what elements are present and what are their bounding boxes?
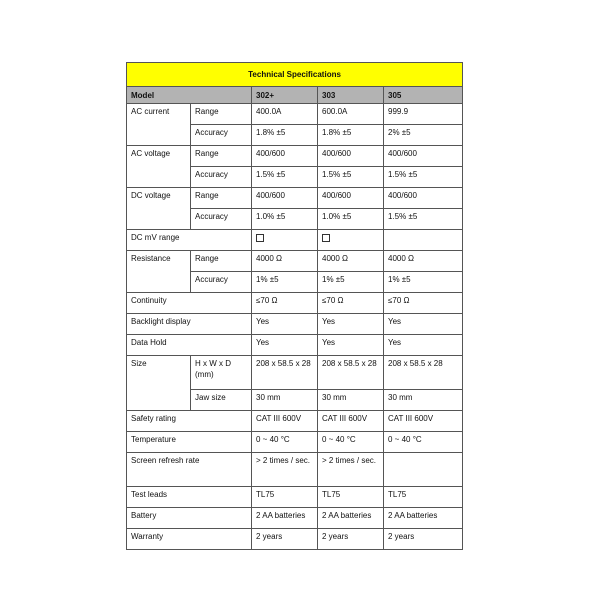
cell-305: 2% ±5 — [384, 125, 463, 146]
row-sublabel: Accuracy — [191, 167, 252, 188]
cell-302: CAT III 600V — [252, 411, 318, 432]
cell-305: 2 AA batteries — [384, 508, 463, 529]
row-sublabel: Range — [191, 251, 252, 272]
cell-305: ≤70 Ω — [384, 293, 463, 314]
row-label: Battery — [127, 508, 252, 529]
cell-302: Yes — [252, 314, 318, 335]
row-sublabel: Range — [191, 104, 252, 125]
table-title: Technical Specifications — [127, 63, 463, 87]
table-row — [127, 293, 463, 314]
cell-305: TL75 — [384, 487, 463, 508]
cell-305: 1% ±5 — [384, 272, 463, 293]
cell-305: 999.9 — [384, 104, 463, 125]
cell-303: TL75 — [318, 487, 384, 508]
cell-302: 4000 Ω — [252, 251, 318, 272]
row-sublabel: H x W x D (mm) — [191, 356, 252, 390]
cell-303: ≤70 Ω — [318, 293, 384, 314]
cell-303: > 2 times / sec. — [318, 453, 384, 487]
table-row — [127, 529, 463, 550]
cell-305 — [384, 230, 463, 251]
table-row — [127, 314, 463, 335]
table-row — [127, 411, 463, 432]
cell-305: 208 x 58.5 x 28 — [384, 356, 463, 390]
cell-302: 400.0A — [252, 104, 318, 125]
cell-303: 600.0A — [318, 104, 384, 125]
title-row — [127, 63, 463, 87]
row-label: DC voltage — [127, 188, 191, 230]
header-model-303: 303 — [318, 87, 384, 104]
cell-305: 400/600 — [384, 146, 463, 167]
table-row — [127, 508, 463, 529]
row-label: Size — [127, 356, 191, 411]
row-sublabel: Range — [191, 188, 252, 209]
table-row — [127, 251, 463, 272]
row-label: DC mV range — [127, 230, 252, 251]
table-row — [127, 356, 463, 390]
row-sublabel: Jaw size — [191, 390, 252, 411]
cell-305: Yes — [384, 314, 463, 335]
row-sublabel: Range — [191, 146, 252, 167]
cell-302: 0 ~ 40 °C — [252, 432, 318, 453]
cell-303: 1.5% ±5 — [318, 167, 384, 188]
cell-305: 0 ~ 40 °C — [384, 432, 463, 453]
cell-303 — [318, 230, 384, 251]
cell-303: 400/600 — [318, 146, 384, 167]
cell-303: 1.8% ±5 — [318, 125, 384, 146]
table-row — [127, 432, 463, 453]
cell-303: 2 AA batteries — [318, 508, 384, 529]
row-label: Data Hold — [127, 335, 252, 356]
cell-302: 208 x 58.5 x 28 — [252, 356, 318, 390]
row-label: Continuity — [127, 293, 252, 314]
cell-303: CAT III 600V — [318, 411, 384, 432]
table-row — [127, 104, 463, 125]
cell-305: 400/600 — [384, 188, 463, 209]
cell-305: 30 mm — [384, 390, 463, 411]
cell-302: ≤70 Ω — [252, 293, 318, 314]
header-model-305: 305 — [384, 87, 463, 104]
cell-302: 1.8% ±5 — [252, 125, 318, 146]
checkbox-icon — [256, 234, 264, 242]
cell-302: > 2 times / sec. — [252, 453, 318, 487]
row-label: AC current — [127, 104, 191, 146]
cell-302: 400/600 — [252, 188, 318, 209]
cell-303: 4000 Ω — [318, 251, 384, 272]
row-label: Test leads — [127, 487, 252, 508]
cell-302 — [252, 230, 318, 251]
table-row — [127, 188, 463, 209]
row-label: Resistance — [127, 251, 191, 293]
cell-303: 400/600 — [318, 188, 384, 209]
cell-303: 208 x 58.5 x 28 — [318, 356, 384, 390]
row-sublabel: Accuracy — [191, 209, 252, 230]
table-row — [127, 335, 463, 356]
cell-302: 30 mm — [252, 390, 318, 411]
cell-303: 1% ±5 — [318, 272, 384, 293]
row-label: Warranty — [127, 529, 252, 550]
row-sublabel: Accuracy — [191, 272, 252, 293]
cell-305: 1.5% ±5 — [384, 167, 463, 188]
cell-302: 1% ±5 — [252, 272, 318, 293]
cell-305: CAT III 600V — [384, 411, 463, 432]
row-label: Temperature — [127, 432, 252, 453]
row-label: Backlight display — [127, 314, 252, 335]
cell-305: 4000 Ω — [384, 251, 463, 272]
cell-302: Yes — [252, 335, 318, 356]
row-label: AC voltage — [127, 146, 191, 188]
table-row — [127, 487, 463, 508]
checkbox-icon — [322, 234, 330, 242]
cell-305 — [384, 453, 463, 487]
row-label: Screen refresh rate — [127, 453, 252, 487]
header-model-302: 302+ — [252, 87, 318, 104]
specifications-table — [126, 62, 463, 550]
table-row — [127, 453, 463, 487]
table-row — [127, 146, 463, 167]
table-row — [127, 230, 463, 251]
cell-305: 2 years — [384, 529, 463, 550]
cell-302: 1.0% ±5 — [252, 209, 318, 230]
cell-302: 400/600 — [252, 146, 318, 167]
cell-302: 2 years — [252, 529, 318, 550]
row-label: Safety rating — [127, 411, 252, 432]
cell-303: Yes — [318, 335, 384, 356]
row-sublabel: Accuracy — [191, 125, 252, 146]
cell-305: 1.5% ±5 — [384, 209, 463, 230]
cell-303: 0 ~ 40 °C — [318, 432, 384, 453]
cell-302: 1.5% ±5 — [252, 167, 318, 188]
cell-303: Yes — [318, 314, 384, 335]
cell-302: TL75 — [252, 487, 318, 508]
cell-305: Yes — [384, 335, 463, 356]
header-row — [127, 87, 463, 104]
header-model: Model — [127, 87, 252, 104]
cell-303: 2 years — [318, 529, 384, 550]
cell-303: 30 mm — [318, 390, 384, 411]
cell-302: 2 AA batteries — [252, 508, 318, 529]
cell-303: 1.0% ±5 — [318, 209, 384, 230]
